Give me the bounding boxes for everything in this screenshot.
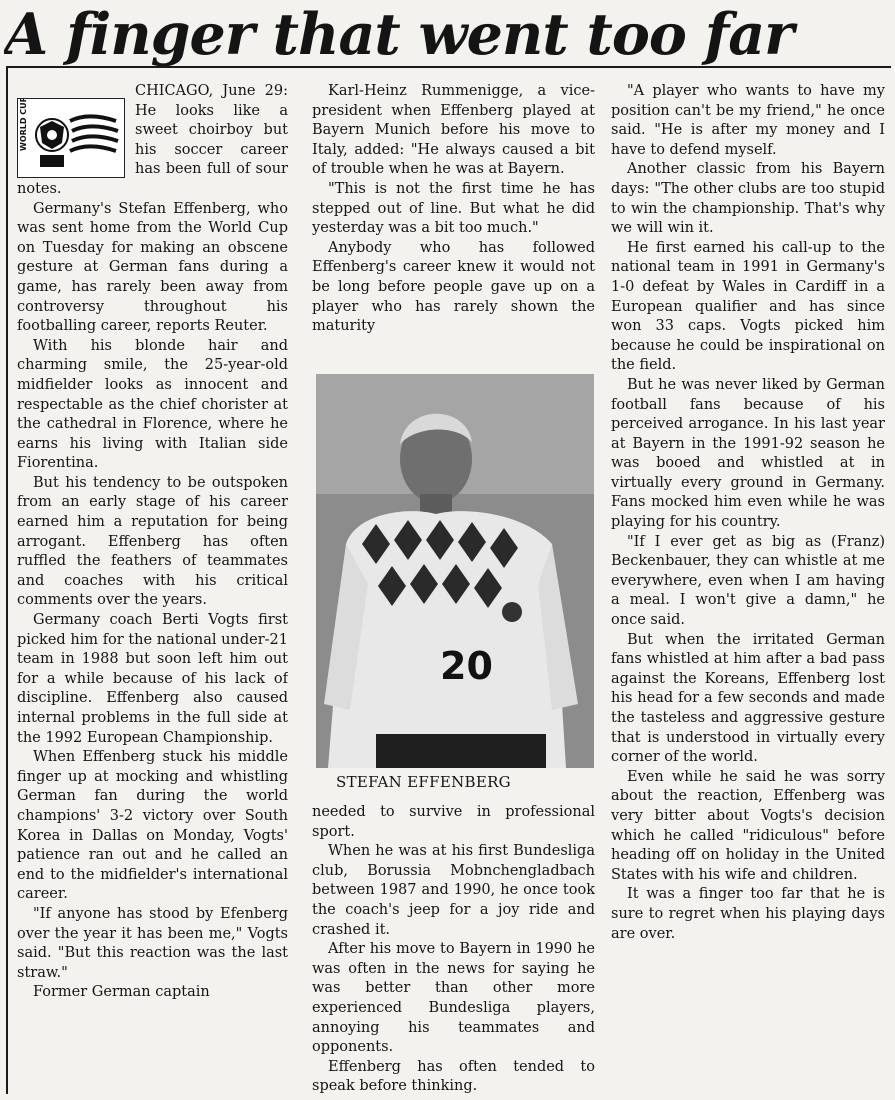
article-paragraph: needed to survive in professional sport. — [312, 804, 595, 840]
column-2-bottom — [312, 803, 595, 1095]
player-photo — [316, 374, 594, 768]
headline: A finger that went too far — [4, 2, 794, 68]
world-cup-94-logo-graphic — [18, 99, 124, 177]
article-paragraph: With his blonde hair and charming smile, the 25-year-old midfielder looks as innocent and respectable as the chief chorister at the cathedral in Florence, where he earns his living with Italian side Fiorentina. — [17, 337, 288, 472]
column-1 — [17, 82, 288, 1094]
article-paragraph: "A player who wants to have my position can't be my friend," he once said. "He is after my money and I have to defend myself. — [611, 83, 885, 158]
article-paragraph: Another classic from his Bayern days: "The other clubs are too stupid to win the championship. That's why we will win it. — [611, 161, 885, 237]
article-paragraph: Former German captain — [33, 984, 210, 1001]
dateline-paragraph: CHICAGO, June 29: He looks like a sweet choirboy but his soccer career has been full of sour notes. — [17, 83, 288, 197]
article-paragraph: Karl-Heinz Rummenigge, a vice-president when Effenberg played at Bayern Munich before his move to Italy, added: "He always caused a bit of trouble when he was at Bayern. — [312, 83, 595, 178]
article-paragraph: Germany's Stefan Effenberg, who was sent home from the World Cup on Tuesday for making an obscene gesture at German fans during a game, has rarely been away from controversy throughout his footballing career, reports Reuter. — [17, 200, 288, 335]
article-paragraph: Germany coach Berti Vogts first picked him for the national under-21 team in 1988 but soon left him out for a while because of his lack of discipline. Effenberg also caused internal problems in the full side at the 1992 European Championship. — [17, 612, 288, 746]
article-paragraph: When he was at his first Bundesliga club, Borussia Mobnchengladbach between 1987 and 1990, he once took the coach's jeep for a joy ride and crashed it. — [312, 843, 595, 938]
article-paragraph: When Effenberg stuck his middle finger up at mocking and whistling German fan during the world champions' 3-2 victory over South Korea in Dallas on Monday, Vogts' patience ran out and he called an end to the midfielder's international career. — [17, 749, 288, 903]
article-paragraph: Effenberg has often tended to speak before thinking. — [312, 1058, 595, 1095]
article-paragraph: "If anyone has stood by Efenberg over the year it has been me," Vogts said. "But this reaction was the last straw." — [17, 905, 288, 981]
article-paragraph: It was a finger too far that he is sure to regret when his playing days are over. — [611, 886, 885, 942]
column-3 — [611, 82, 885, 1094]
article-paragraph: Anybody who has followed Effenberg's career knew it would not be long before people gave up on a player who has rarely shown the maturity — [312, 239, 595, 335]
article-paragraph: But he was never liked by German football fans because of his perceived arrogance. In his last year at Bayern in the 1991-92 season he was booed and whistled at in virtually every ground in Germany. Fans mocked him even while he was playing for his country. — [611, 376, 885, 531]
article-paragraph: But when the irritated German fans whistled at him after a bad pass against the Koreans, Effenberg lost his head for a few seconds and made the tasteless and aggressive gesture that is understood in virtually every corner of the world. — [611, 631, 885, 766]
article-paragraph: He first earned his call-up to the national team in 1991 in Germany's 1-0 defeat by Wales in Cardiff in a European qualifier and has since won 33 caps. Vogts picked him because he could be inspirational on the field. — [611, 239, 885, 374]
article-paragraph: But his tendency to be outspoken from an early stage of his career earned him a reputation for being arrogant. Effenberg has often ruffled the feathers of teammates and coaches with his critical comments over the years. — [17, 474, 288, 609]
jersey-number: 20 — [440, 644, 493, 688]
article-paragraph: After his move to Bayern in 1990 he was often in the news for saying he was better than other more experienced Bundesliga players, annoying his teammates and opponents. — [312, 941, 595, 1056]
article-paragraph: "This is not the first time he has stepped out of line. But what he did yesterday was a bit too much." — [312, 180, 595, 237]
photo-caption: STEFAN EFFENBERG — [336, 773, 511, 791]
player-photo-illustration — [316, 374, 594, 768]
column-2-top — [312, 82, 595, 382]
world-cup-94-logo-icon — [17, 98, 125, 178]
article-paragraph: "If I ever get as big as (Franz) Beckenbauer, they can whistle at me everywhere, even when I am having a meal. I won't give a damn," he once said. — [611, 533, 885, 629]
logo-text: WORLD CUP 94 — [19, 99, 28, 151]
article-paragraph: Even while he said he was sorry about the reaction, Effenberg was very bitter about Vogts's decision which he called "ridiculous" before heading off on holiday in the United States with his wife and children. — [611, 768, 885, 883]
